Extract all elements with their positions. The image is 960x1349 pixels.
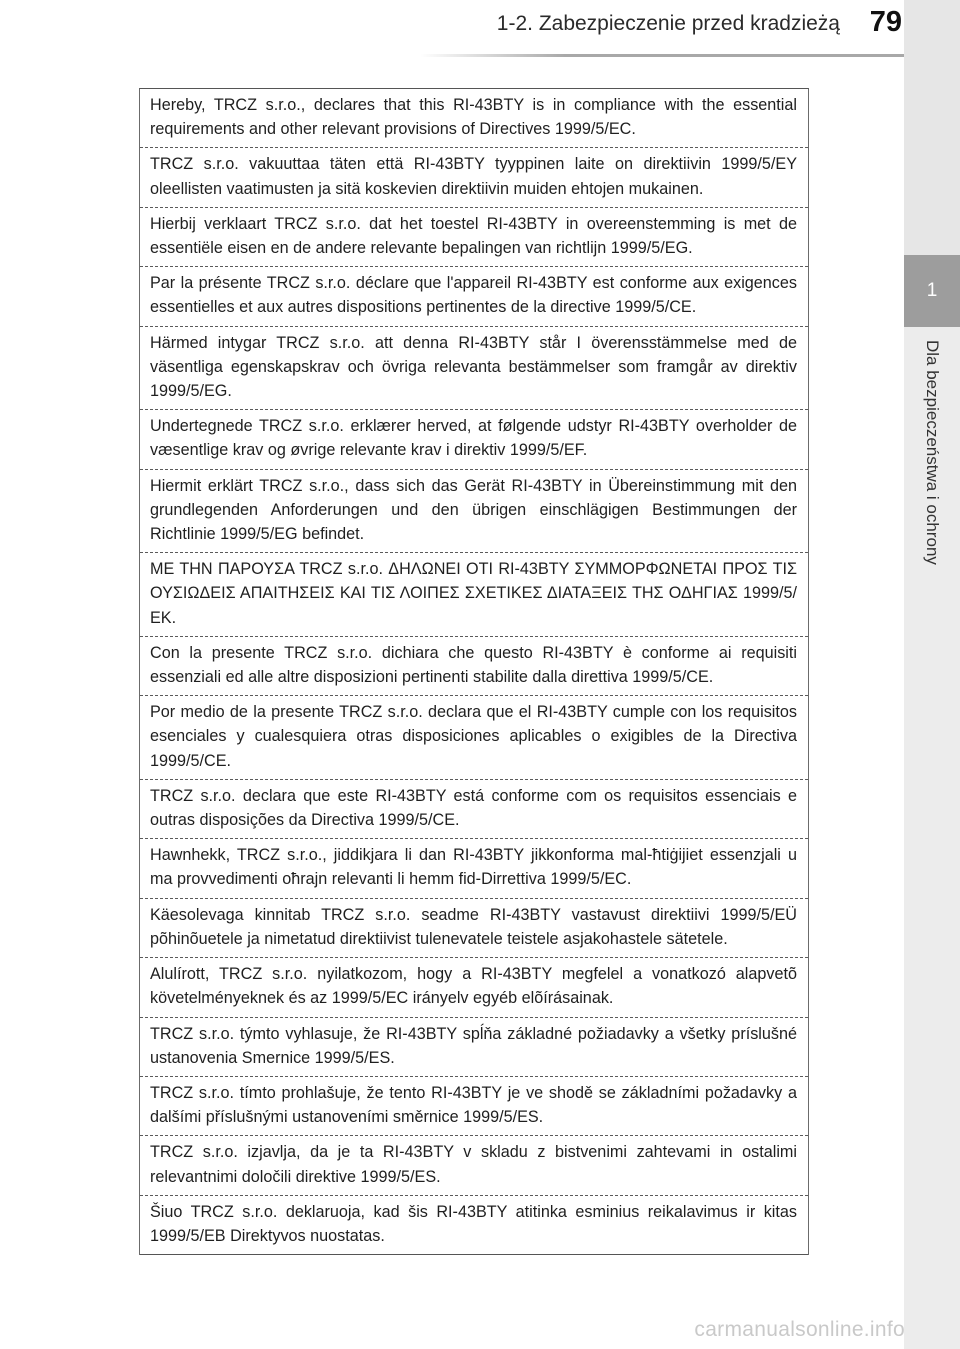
page-number: 79 (869, 6, 902, 38)
declaration-row-maltese: Hawnhekk, TRCZ s.r.o., jiddikjara li dan RI-43BTY jikkonforma mal-ħtiġijiet essenzjali u ma provvedimenti oħrajn relevanti li hemm fid-Dirrettiva 1999/5/EC. (140, 839, 808, 898)
declaration-row-french: Par la présente TRCZ s.r.o. déclare que l'appareil RI-43BTY est conforme aux exigences essentielles et aux autres dispositions pertinentes de la directive 1999/5/CE. (140, 267, 808, 326)
chapter-title-label: Dla bezpieczeństwa i ochrony (923, 340, 942, 565)
page-header-title: 1-2. Zabezpieczenie przed kradzieżą (496, 12, 840, 35)
declaration-row-spanish: Por medio de la presente TRCZ s.r.o. declara que el RI-43BTY cumple con los requisitos esenciales y cualesquiera otras disposiciones aplicables o exigibles de la Directiva 1999/5/CE. (140, 696, 808, 780)
declaration-table (139, 88, 809, 1255)
declaration-row-swedish: Härmed intygar TRCZ s.r.o. att denna RI-43BTY står I överensstämmelse med de väsentliga egenskapskrav och övriga relevanta bestämmelser som framgår av direktiv 1999/5/EG. (140, 327, 808, 411)
declaration-row-finnish: TRCZ s.r.o. vakuuttaa täten että RI-43BTY tyyppinen laite on direktiivin 1999/5/EY oleellisten vaatimusten ja sitä koskevien direktiivin muiden ehtojen mukainen. (140, 148, 808, 207)
declaration-row-danish: Undertegnede TRCZ s.r.o. erklærer herved, at følgende udstyr RI-43BTY overholder de væsentlige krav og øvrige relevante krav i direktiv 1999/5/EF. (140, 410, 808, 469)
declaration-row-italian: Con la presente TRCZ s.r.o. dichiara che questo RI-43BTY è conforme ai requisiti essenziali ed alle altre disposizioni pertinenti stabilite dalla direttiva 1999/5/CE. (140, 637, 808, 696)
declaration-row-czech: TRCZ s.r.o. tímto prohlašuje, že tento RI-43BTY je ve shodě se základními požadavky a dalšími příslušnými ustanoveními směrnice 1999/5/ES. (140, 1077, 808, 1136)
header-rule (420, 54, 904, 57)
declaration-row-hungarian: Alulírott, TRCZ s.r.o. nyilatkozom, hogy a RI-43BTY megfelel a vonatkozó alapvetõ követelményeknek és az 1999/5/EC irányelv egyéb elõírásainak. (140, 958, 808, 1017)
declaration-row-german: Hiermit erklärt TRCZ s.r.o., dass sich das Gerät RI-43BTY in Übereinstimmung mit den grundlegenden Anforderungen und den übrigen einschlägigen Bestimmungen der Richtlinie 1999/5/EG befindet. (140, 470, 808, 554)
declaration-row-slovenian: TRCZ s.r.o. izjavlja, da je ta RI-43BTY v skladu z bistvenimi zahtevami in ostalimi relevantnimi določili direktive 1999/5/ES. (140, 1136, 808, 1195)
tab-strip-top (904, 0, 960, 255)
declaration-row-english: Hereby, TRCZ s.r.o., declares that this RI-43BTY is in compliance with the essential requirements and other relevant provisions of Directives 1999/5/EC. (140, 89, 808, 148)
declaration-row-lithuanian: Šiuo TRCZ s.r.o. deklaruoja, kad šis RI-43BTY atitinka esminius reikalavimus ir kitas 1999/5/EB Direktyvos nuostatas. (140, 1196, 808, 1255)
declaration-row-slovak: TRCZ s.r.o. týmto vyhlasuje, že RI-43BTY spĺňa základné požiadavky a všetky príslušné ustanovenia Smernice 1999/5/ES. (140, 1018, 808, 1077)
declaration-row-greek: ΜΕ ΤΗΝ ΠΑΡΟΥΣΑ TRCZ s.r.o. ΔΗΛΩΝΕΙ ΟΤΙ RI-43BTY ΣΥΜΜΟΡΦΩΝΕΤΑΙ ΠΡΟΣ ΤΙΣ ΟΥΣΙΩΔΕΙΣ ΑΠΑΙΤΗΣΕΙΣ ΚΑΙ ΤΙΣ ΛΟΙΠΕΣ ΣΧΕΤΙΚΕΣ ΔΙΑΤΑΞΕΙΣ ΤΗΣ ΟΔΗΓΙΑΣ 1999/5/ΕΚ. (140, 553, 808, 637)
chapter-number-tab[interactable]: 1 (904, 255, 960, 327)
watermark-text: carmanualsonline.info (694, 1318, 905, 1341)
declaration-row-portuguese: TRCZ s.r.o. declara que este RI-43BTY está conforme com os requisitos essenciais e outras disposições da Directiva 1999/5/CE. (140, 780, 808, 839)
declaration-row-dutch: Hierbij verklaart TRCZ s.r.o. dat het toestel RI-43BTY in overeenstemming is met de essentiële eisen en de andere relevante bepalingen van richtlijn 1999/5/EG. (140, 208, 808, 267)
chapter-tab-strip (904, 0, 960, 1349)
declaration-row-estonian: Käesolevaga kinnitab TRCZ s.r.o. seadme RI-43BTY vastavust direktiivi 1999/5/EÜ põhinõuetele ja nimetatud direktiivist tulenevatele teistele asjakohastele sätetele. (140, 899, 808, 958)
